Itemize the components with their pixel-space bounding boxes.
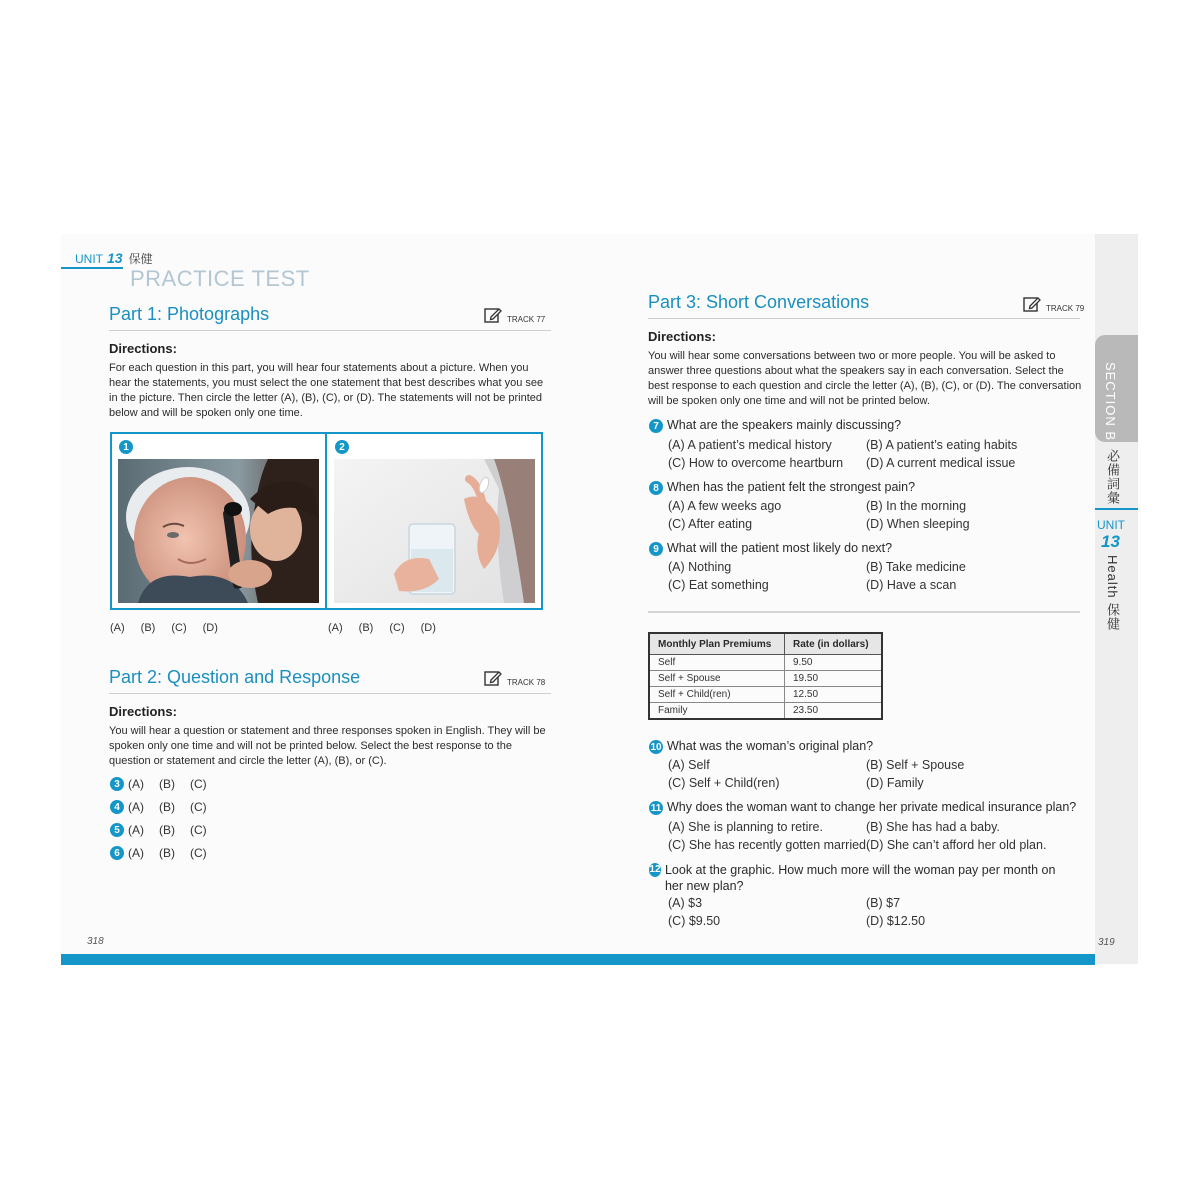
choice-b[interactable]: (B) xyxy=(159,800,175,814)
choice-a[interactable]: (A) xyxy=(128,800,144,814)
table-cell: Self xyxy=(649,655,785,671)
photo-2-choices xyxy=(328,622,436,634)
question-number: 4 xyxy=(110,800,124,814)
choice-c[interactable]: (C) xyxy=(190,800,207,814)
part1-directions: For each question in this part, you will hear four statements about a picture. When you hear the statements, you must select the one statement that best describes what you see in the picture. Then circle the letter (A), (B), (C), or (D). The statements will not be printed below and will be spoken only one time. xyxy=(109,362,544,419)
choice-b[interactable]: (B) xyxy=(358,622,374,634)
part3-heading: Part 3: Short Conversations xyxy=(648,292,870,312)
section-tab-zh: 必備詞彙 xyxy=(1105,449,1120,505)
unit-zh: 保健 xyxy=(128,252,153,266)
photo-1-number: 1 xyxy=(119,440,133,454)
premium-table xyxy=(648,632,883,720)
choice-a[interactable]: (A) xyxy=(128,846,144,860)
choice-b[interactable]: (B) xyxy=(159,777,175,791)
question-number: 12 xyxy=(649,864,661,875)
question-text: When has the patient felt the strongest pain? xyxy=(667,480,916,494)
q11-option-b[interactable]: (B) She has had a baby. xyxy=(866,820,1000,834)
table-cell: Self + Spouse xyxy=(649,671,785,687)
part2-track-label: TRACK 78 xyxy=(507,678,546,687)
table-row xyxy=(649,703,882,720)
choice-c[interactable]: (C) xyxy=(190,823,207,837)
side-unit-word: UNIT xyxy=(1097,518,1125,532)
part3-directions: You will hear some conversations between two or more people. You will be asked to answer three questions about what the speakers say in each conversation. Select the best response to each question and circle the letter (A), (B), (C), or (D). The conversation will be spoken only one time and will not be printed below. xyxy=(648,350,1082,407)
part1-track-label: TRACK 77 xyxy=(507,315,546,324)
photo-2 xyxy=(334,459,535,603)
question-text: What are the speakers mainly discussing? xyxy=(667,418,902,432)
q7-option-d[interactable]: (D) A current medical issue xyxy=(866,456,1016,470)
question-number: 10 xyxy=(650,741,662,753)
q12-option-b[interactable]: (B) $7 xyxy=(866,896,901,910)
q8-option-c[interactable]: (C) After eating xyxy=(668,517,753,531)
q10-option-a[interactable]: (A) Self xyxy=(668,758,710,772)
part2-heading: Part 2: Question and Response xyxy=(109,667,361,687)
question-number: 9 xyxy=(649,542,663,556)
q12-option-d[interactable]: (D) $12.50 xyxy=(866,914,926,928)
q12-option-c[interactable]: (C) $9.50 xyxy=(668,914,721,928)
part1-directions-label: Directions: xyxy=(109,341,177,356)
unit-label xyxy=(75,250,153,267)
part1-rule xyxy=(109,330,551,331)
question-6 xyxy=(110,846,207,860)
part3-track xyxy=(1023,296,1084,313)
q11-option-d[interactable]: (D) She can’t afford her old plan. xyxy=(866,838,1047,852)
photo-1-choices xyxy=(110,622,218,634)
choice-a[interactable]: (A) xyxy=(128,823,144,837)
part3-rule xyxy=(648,318,1080,319)
question-12 xyxy=(649,862,1069,894)
question-text: Why does the woman want to change her private medical insurance plan? xyxy=(667,800,1077,814)
q8-option-a[interactable]: (A) A few weeks ago xyxy=(668,499,782,513)
question-4 xyxy=(110,800,207,814)
q11-option-c[interactable]: (C) She has recently gotten married. xyxy=(668,838,870,852)
table-header-rate: Rate (in dollars) xyxy=(785,633,883,655)
photo-2-image xyxy=(334,459,535,603)
q10-option-b[interactable]: (B) Self + Spouse xyxy=(866,758,965,772)
question-3 xyxy=(110,777,207,791)
question-text: What was the woman’s original plan? xyxy=(667,739,874,753)
choice-c[interactable]: (C) xyxy=(389,622,405,634)
q9-option-d[interactable]: (D) Have a scan xyxy=(866,578,957,592)
part2-rule xyxy=(109,693,551,694)
q10-option-c[interactable]: (C) Self + Child(ren) xyxy=(668,776,780,790)
choice-b[interactable]: (B) xyxy=(159,846,175,860)
table-cell: Self + Child(ren) xyxy=(649,687,785,703)
q8-option-d[interactable]: (D) When sleeping xyxy=(866,517,970,531)
table-header-row xyxy=(649,633,882,655)
unit-number: 13 xyxy=(107,250,123,266)
table-cell: 19.50 xyxy=(785,671,883,687)
choice-b[interactable]: (B) xyxy=(159,823,175,837)
part1-track xyxy=(484,307,545,324)
question-number: 5 xyxy=(110,823,124,837)
q10-option-d[interactable]: (D) Family xyxy=(866,776,924,790)
unit-tab-rule xyxy=(1095,508,1138,510)
question-9 xyxy=(649,541,1079,556)
question-text: What will the patient most likely do next? xyxy=(667,541,893,555)
part2-directions: You will hear a question or statement and three responses spoken in English. They will be spoken only one time and will not be printed below. Select the best response to the question or statement and circle the letter (A), (B), or (C). xyxy=(109,725,546,767)
q7-option-a[interactable]: (A) A patient’s medical history xyxy=(668,438,832,452)
question-number: 7 xyxy=(649,419,663,433)
edit-icon xyxy=(484,307,502,324)
table-row xyxy=(649,671,882,687)
unit-underline xyxy=(61,267,123,269)
question-text: Look at the graphic. How much more will the woman pay per month on her new plan? xyxy=(664,863,1056,893)
part2-directions-label: Directions: xyxy=(109,704,177,719)
q8-option-b[interactable]: (B) In the morning xyxy=(866,499,967,513)
question-5 xyxy=(110,823,207,837)
edit-icon xyxy=(1023,296,1041,313)
choice-a[interactable]: (A) xyxy=(110,622,125,634)
question-11 xyxy=(649,800,1081,815)
question-number: 6 xyxy=(110,846,124,860)
part2-track xyxy=(484,670,545,687)
choice-d[interactable]: (D) xyxy=(202,622,218,634)
q9-option-b[interactable]: (B) Take medicine xyxy=(866,560,966,574)
photo-2-number: 2 xyxy=(335,440,349,454)
q9-option-c[interactable]: (C) Eat something xyxy=(668,578,769,592)
q9-option-a[interactable]: (A) Nothing xyxy=(668,560,732,574)
table-cell: Family xyxy=(649,703,785,720)
question-8 xyxy=(649,480,1079,495)
table-header-plan: Monthly Plan Premiums xyxy=(649,633,785,655)
question-7 xyxy=(649,418,1079,433)
page-title: PRACTICE TEST xyxy=(130,266,310,291)
q11-option-a[interactable]: (A) She is planning to retire. xyxy=(668,820,823,834)
table-row xyxy=(649,687,882,703)
page-number-right: 319 xyxy=(1098,937,1115,948)
unit-word: UNIT xyxy=(75,252,103,266)
choice-a[interactable]: (A) xyxy=(328,622,343,634)
side-unit-title: Health 保健 xyxy=(1105,555,1120,632)
choice-c[interactable]: (C) xyxy=(190,777,207,791)
part3-track-label: TRACK 79 xyxy=(1046,304,1085,313)
part1-heading: Part 1: Photographs xyxy=(109,304,270,324)
question-number: 3 xyxy=(110,777,124,791)
photo-1 xyxy=(118,459,319,603)
question-10 xyxy=(649,739,1079,754)
table-row xyxy=(649,655,882,671)
section-tab-label: SECTION B xyxy=(1103,362,1118,442)
choice-c[interactable]: (C) xyxy=(190,846,207,860)
question-number: 11 xyxy=(650,802,662,814)
part3-directions-label: Directions: xyxy=(648,329,716,344)
choice-d[interactable]: (D) xyxy=(420,622,436,634)
question-number: 8 xyxy=(649,481,663,495)
q7-option-c[interactable]: (C) How to overcome heartburn xyxy=(668,456,844,470)
choice-c[interactable]: (C) xyxy=(171,622,187,634)
edit-icon xyxy=(484,670,502,687)
choice-b[interactable]: (B) xyxy=(140,622,156,634)
bottom-accent-bar xyxy=(61,954,1095,965)
q12-option-a[interactable]: (A) $3 xyxy=(668,896,703,910)
table-cell: 23.50 xyxy=(785,703,883,720)
table-cell: 12.50 xyxy=(785,687,883,703)
q7-option-b[interactable]: (B) A patient’s eating habits xyxy=(866,438,1018,452)
photo-divider xyxy=(325,432,327,610)
page-number-left: 318 xyxy=(87,936,104,947)
photo-1-image xyxy=(118,459,319,603)
table-cell: 9.50 xyxy=(785,655,883,671)
choice-a[interactable]: (A) xyxy=(128,777,144,791)
side-unit-number: 13 xyxy=(1101,532,1120,551)
part3-divider xyxy=(648,611,1080,613)
